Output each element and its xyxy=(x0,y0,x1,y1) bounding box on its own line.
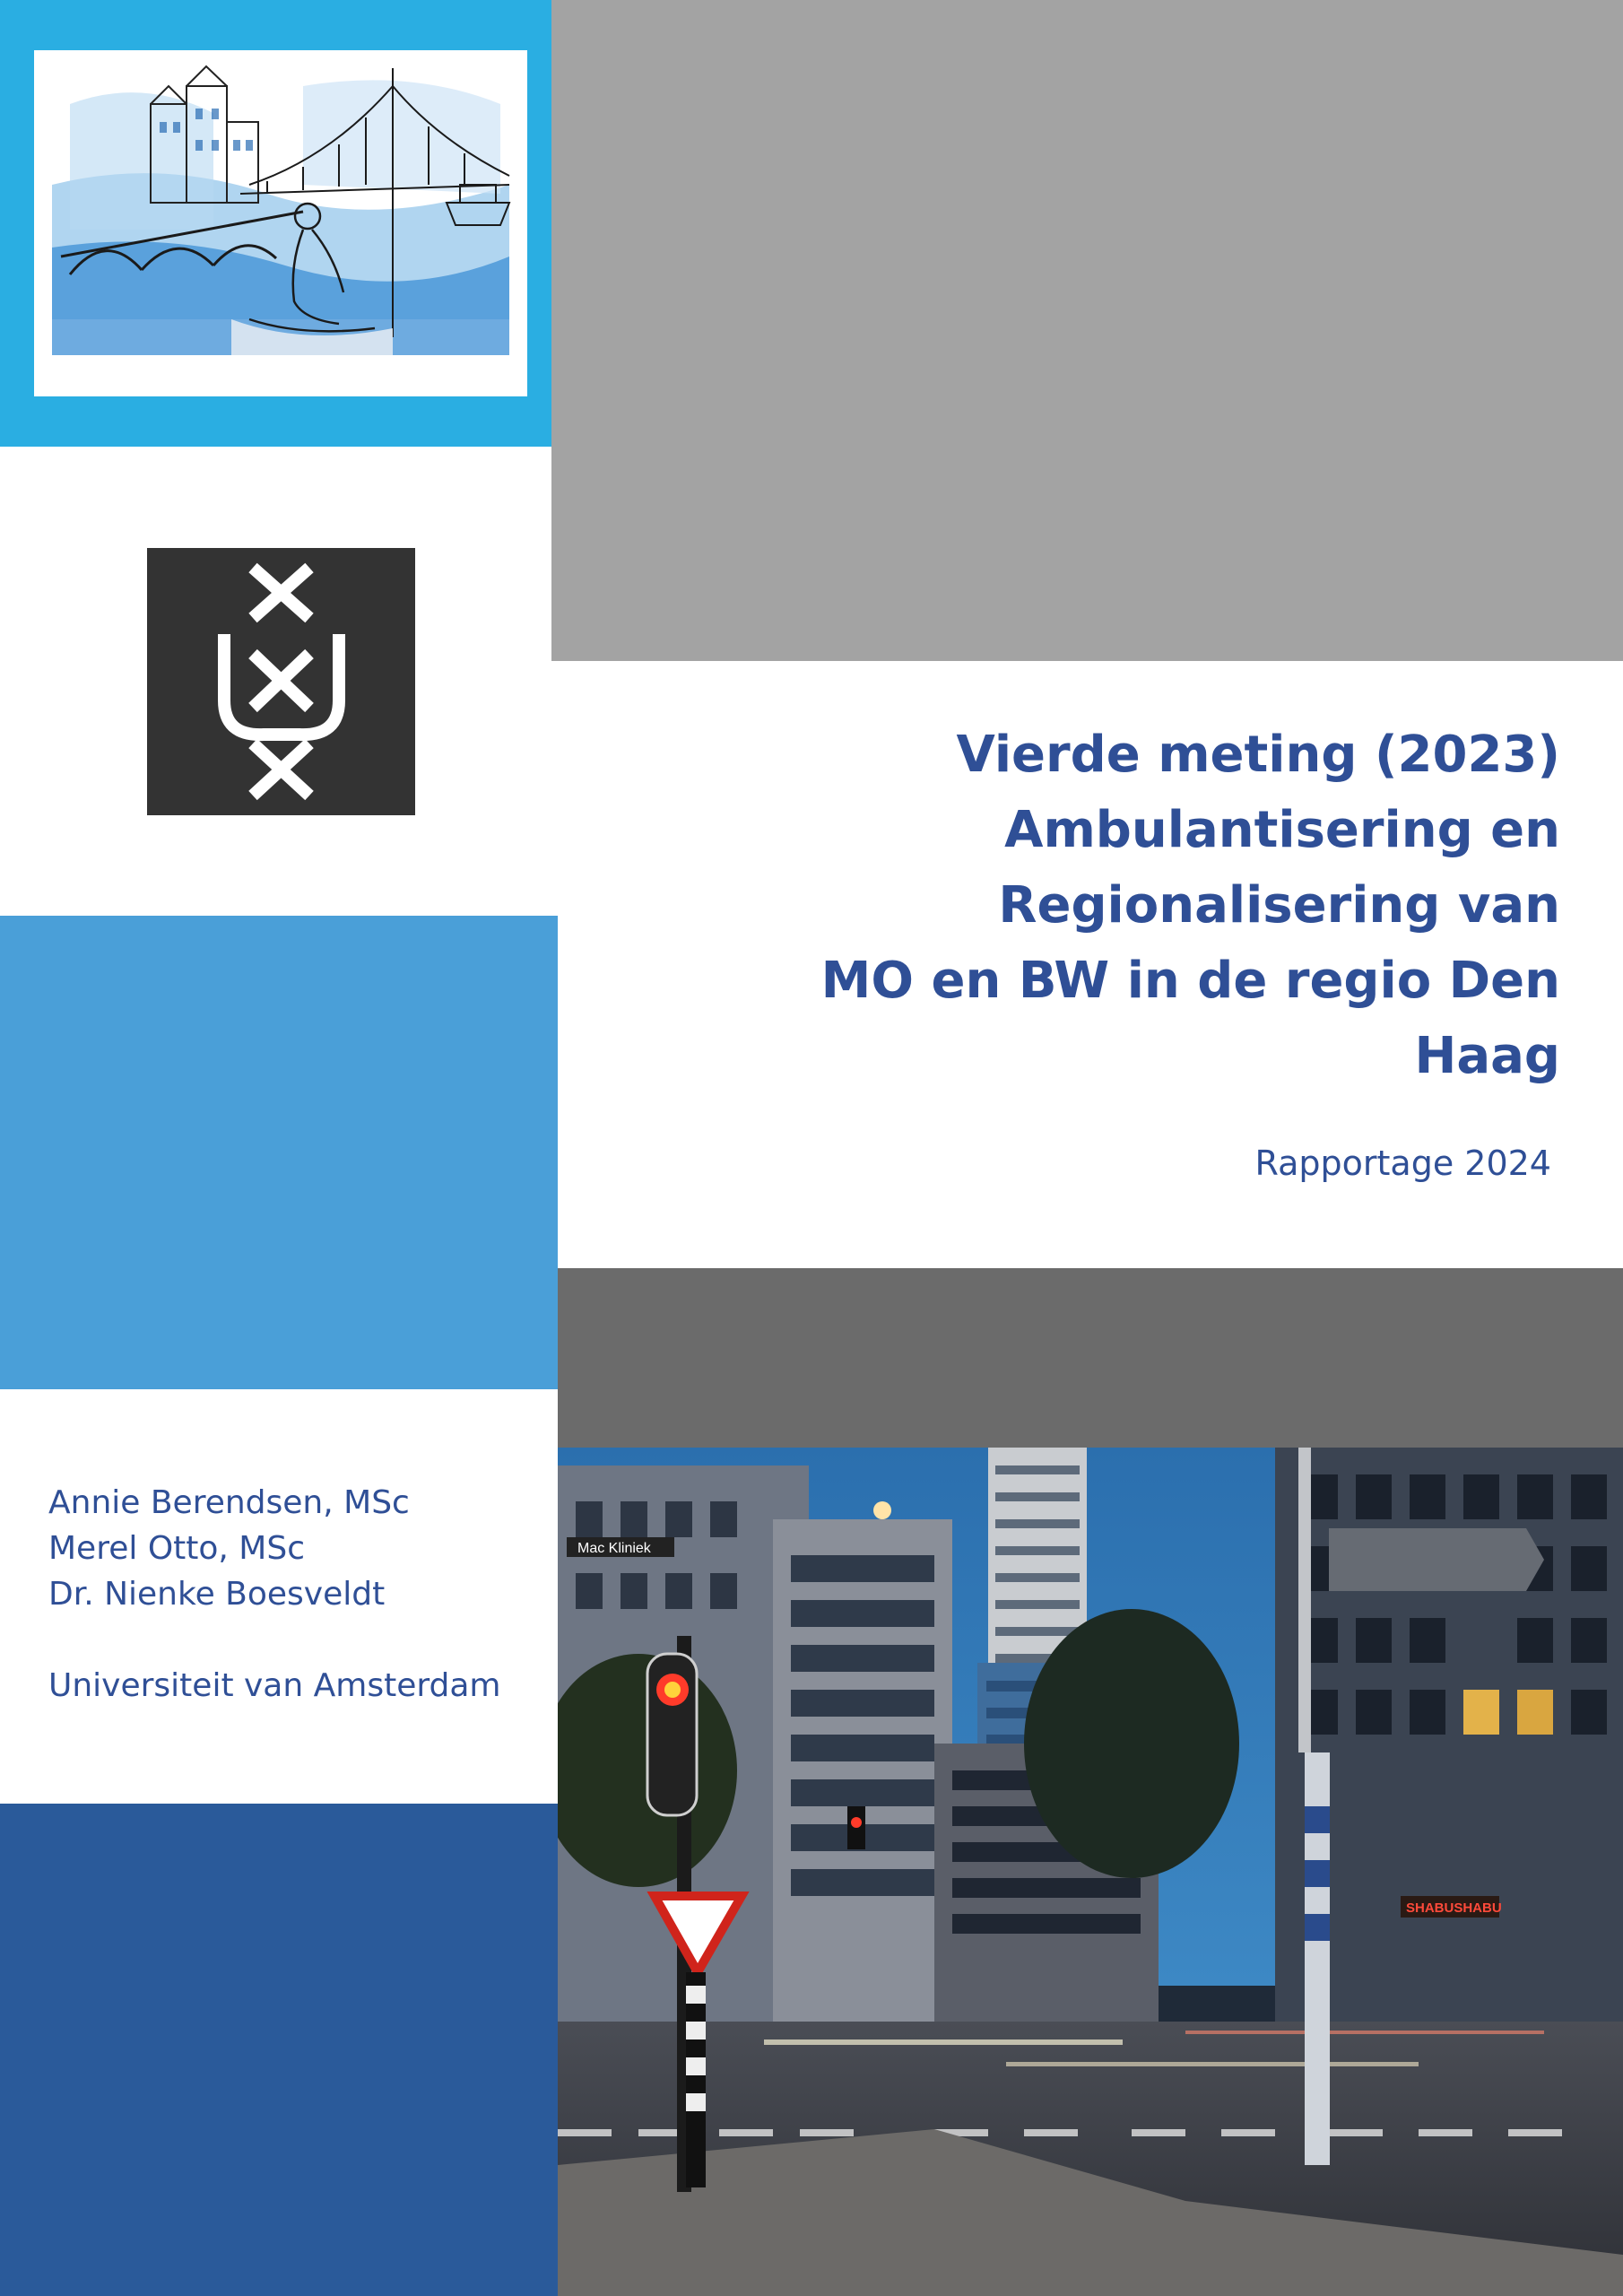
top-gray-panel xyxy=(551,0,1623,661)
report-subtitle: Rapportage 2024 xyxy=(1254,1144,1551,1183)
title-line-4: MO en BW in de regio Den xyxy=(820,952,1560,1010)
restaurant-sign: SHABUSHABU xyxy=(1406,1900,1502,1916)
watercolor-illustration xyxy=(34,50,527,396)
uva-xxx-logo-icon xyxy=(147,548,415,815)
title-line-5: Haag xyxy=(1414,1027,1560,1085)
uva-logo xyxy=(147,548,415,815)
bottom-blue-panel xyxy=(0,1804,558,2296)
author-3: Dr. Nienke Boesveldt xyxy=(48,1576,386,1613)
author-2: Merel Otto, MSc xyxy=(48,1530,305,1567)
street-scene-image xyxy=(558,1448,1623,2296)
street-photo xyxy=(558,1448,1623,2296)
institution: Universiteit van Amsterdam xyxy=(48,1667,501,1704)
watercolor-sketch xyxy=(34,50,527,396)
spacer xyxy=(48,1617,551,1663)
title-line-1: Vierde meting (2023) xyxy=(956,726,1560,784)
mid-blue-panel xyxy=(0,916,558,1389)
report-title xyxy=(789,718,1560,1094)
author-list xyxy=(48,1480,551,1709)
author-1: Annie Berendsen, MSc xyxy=(48,1484,410,1521)
title-line-3: Regionalisering van xyxy=(998,876,1560,935)
clinic-sign: Mac Kliniek xyxy=(577,1541,651,1556)
photo-top-band xyxy=(558,1268,1623,1448)
title-line-2: Ambulantisering en xyxy=(1004,801,1560,859)
